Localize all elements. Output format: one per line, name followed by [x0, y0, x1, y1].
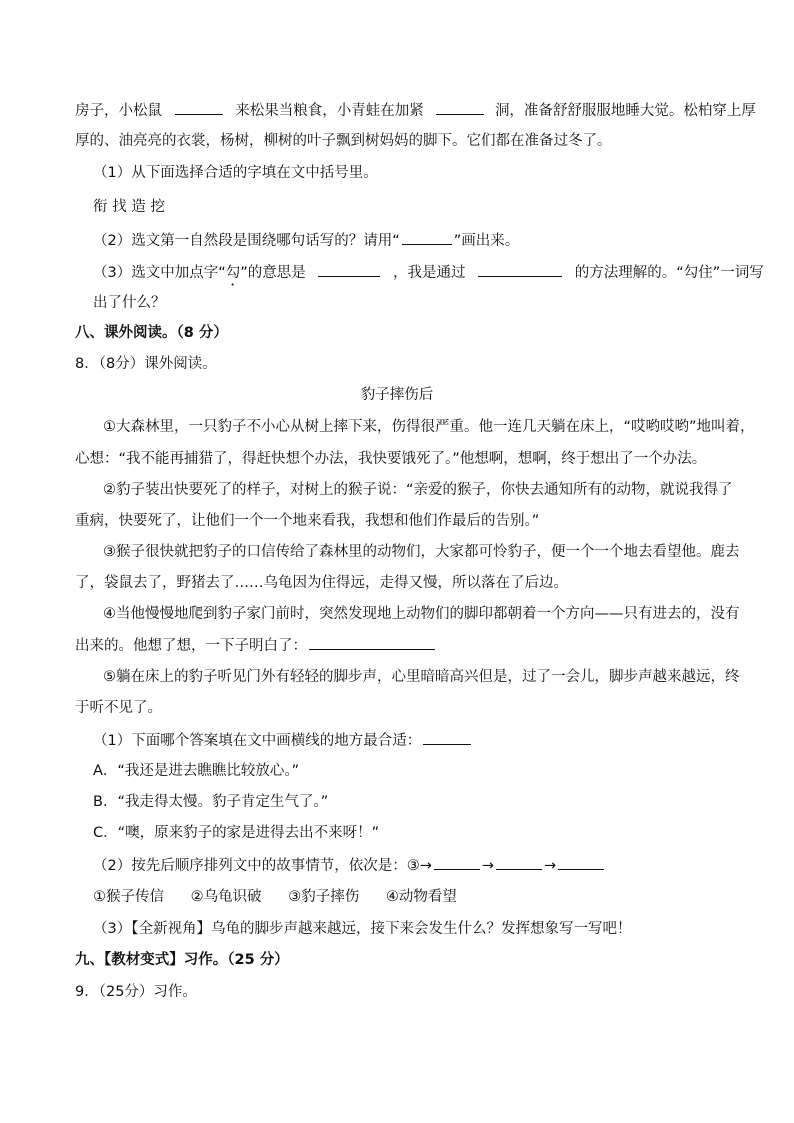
- text-fragment: ，我是通过: [392, 265, 466, 281]
- answer-blank[interactable]: [436, 100, 484, 115]
- arrow: →: [544, 858, 557, 874]
- passage-line-1: [75, 100, 756, 121]
- answer-blank[interactable]: [558, 855, 604, 870]
- question-3-continued: 出了什么？: [93, 295, 166, 311]
- option-b[interactable]: B．“我走得太慢。豹子肯定生气了。”: [93, 794, 329, 810]
- text-fragment: ”画出来。: [453, 233, 520, 249]
- answer-blank[interactable]: [434, 855, 480, 870]
- dotted-character: 勾: [225, 265, 241, 281]
- question-3: [93, 262, 764, 289]
- item-9-label: 9．（25分）习作。: [75, 984, 197, 1000]
- plot-item: ③豹子摔伤: [288, 889, 360, 905]
- option-a[interactable]: A．“我还是进去瞧瞧比较放心。”: [93, 763, 300, 779]
- item-8-label: 8．（8分）课外阅读。: [75, 356, 217, 372]
- paragraph-5-line-2: 于听不见了。: [75, 700, 162, 716]
- answer-blank[interactable]: [318, 262, 380, 277]
- text-fragment: （2）按先后顺序排列文中的故事情节，依次是：③→: [93, 858, 432, 874]
- text-fragment: 出来的。他想了想，一下子明白了：: [75, 638, 307, 654]
- passage-line-2: 厚的、油亮亮的衣裳，杨树，柳树的叶子飘到树妈妈的脚下。它们都在准备过冬了。: [75, 133, 612, 149]
- paragraph-1-line-2: 心想：“我不能再捕猎了，得赶快想个办法，我快要饿死了。”他想啊，想啊，终于想出了一个办法。: [75, 451, 707, 467]
- text-fragment: ”的意思是: [240, 265, 306, 281]
- paragraph-2-line-1: ②豹子装出快要死了的样子，对树上的猴子说：“亲爱的猴子，你快去通知所有的动物，就说我得了: [103, 482, 733, 498]
- section-9-heading: 九、【教材变式】习作。（25 分）: [75, 952, 289, 968]
- text-fragment: 洞，准备舒舒服服地睡大觉。松柏穿上厚: [494, 103, 756, 119]
- answer-blank[interactable]: [423, 730, 471, 745]
- plot-item: ④动物看望: [385, 889, 457, 905]
- answer-blank[interactable]: [309, 635, 435, 650]
- paragraph-2-line-2: 重病，快要死了，让他们一个一个地来看我，我想和他们作最后的告别。”: [75, 513, 540, 529]
- plot-item: ①猴子传信: [93, 889, 164, 905]
- answer-blank[interactable]: [175, 100, 223, 115]
- arrow: →: [481, 858, 495, 874]
- paragraph-3-line-2: 了，袋鼠去了，野猪去了……乌龟因为住得远，走得又慢，所以落在了后边。: [75, 575, 568, 591]
- text-fragment: （1）下面哪个答案填在文中画横线的地方最合适：: [93, 733, 422, 749]
- reading-question-2: [93, 855, 606, 876]
- paragraph-4-line-2: [75, 635, 437, 656]
- passage-title: 豹子摔伤后: [360, 387, 434, 403]
- question-2: [93, 230, 519, 251]
- answer-blank[interactable]: [496, 855, 542, 870]
- paragraph-5-line-1: ⑤躺在床上的豹子听见门外有轻轻的脚步声，心里暗暗高兴但是，过了一会儿，脚步声越来越远，终: [103, 669, 740, 685]
- text-fragment: 房子，小松鼠: [75, 103, 162, 119]
- text-fragment: （3）选文中加点字“: [93, 265, 226, 281]
- answer-blank[interactable]: [402, 230, 452, 245]
- plot-item: ②乌龟识破: [190, 889, 262, 905]
- character-choices: 衔 找 造 挖: [93, 199, 165, 215]
- paragraph-4-line-1: ④当他慢慢地爬到豹子家门前时，突然发现地上动物们的脚印都朝着一个方向——只有进去的，没有: [103, 606, 740, 622]
- text-fragment: 的方法理解的。“勾住”一词写: [574, 265, 764, 281]
- paragraph-1-line-1: ①大森林里，一只豹子不小心从树上摔下来，伤得很严重。他一连几天躺在床上，“哎哟哎哟”地叫着，: [103, 419, 755, 435]
- plot-choices: [93, 887, 479, 907]
- reading-question-3: （3）【全新视角】乌龟的脚步声越来越远，接下来会发生什么？发挥想象写一写吧！: [93, 921, 632, 937]
- option-c[interactable]: C．“噢，原来豹子的家是进得去出不来呀！”: [93, 825, 380, 841]
- paragraph-3-line-1: ③猴子很快就把豹子的口信传给了森林里的动物们，大家都可怜豹子，便一个一个地去看望他。鹿去: [103, 544, 740, 560]
- reading-question-1: [93, 730, 473, 751]
- text-fragment: 来松果当粮食，小青蛙在加紧: [235, 103, 424, 119]
- text-fragment: （2）选文第一自然段是围绕哪句话写的？请用“: [93, 233, 400, 249]
- question-1: （1）从下面选择合适的字填在文中括号里。: [93, 165, 378, 181]
- section-8-heading: 八、课外阅读。（8 分）: [75, 325, 228, 341]
- answer-blank[interactable]: [478, 262, 562, 277]
